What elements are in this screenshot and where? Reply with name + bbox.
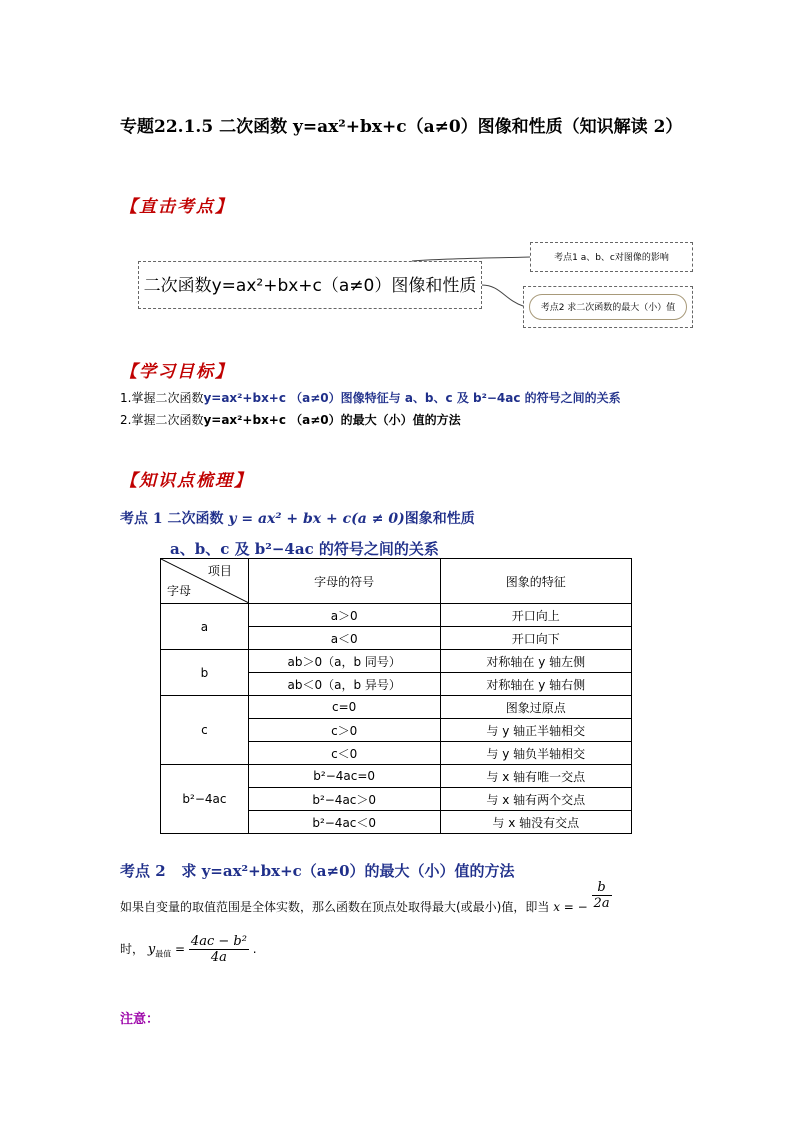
sign-cell: c=0 (248, 696, 440, 719)
table-row (161, 696, 632, 719)
mindmap-node-1: 考点1 a、b、c对图像的影响 (530, 242, 693, 272)
mindmap-node-2 (523, 286, 693, 328)
point-2-label: 考点 2 (120, 862, 166, 880)
note-label: 注意： (120, 1012, 160, 1027)
x-equals: x = − (553, 900, 588, 914)
feature-cell: 开口向上 (440, 604, 632, 627)
fraction-b-2a (592, 880, 612, 911)
feature-cell: 对称轴在 y 轴左侧 (440, 650, 632, 673)
period: . (252, 942, 257, 956)
frac1-den: 2a (593, 896, 610, 911)
frac2-num: 4ac − b² (190, 934, 247, 949)
feature-cell: 与 y 轴负半轴相交 (440, 742, 632, 765)
feature-cell: 与 y 轴正半轴相交 (440, 719, 632, 742)
goal-2 (120, 411, 461, 428)
goal-1-prefix: 1.掌握二次函数 (120, 391, 204, 405)
line2-prefix: 时， (120, 942, 145, 956)
point-2-heading (120, 860, 515, 881)
feature-cell: 对称轴在 y 轴右侧 (440, 673, 632, 696)
feature-cell: 与 x 轴没有交点 (440, 811, 632, 834)
feature-cell: 与 x 轴有唯一交点 (440, 765, 632, 788)
exam-points-header: 【直击考点】 (120, 197, 234, 217)
goals-header: 【学习目标】 (120, 362, 234, 382)
table-row (161, 650, 632, 673)
point-2-text: 求 y=ax²+bx+c（a≠0）的最大（小）值的方法 (181, 862, 515, 880)
goal-2-prefix: 2.掌握二次函数 (120, 413, 204, 427)
goal-2-bold: y=ax²+bx+c （a≠0） (203, 413, 341, 427)
sign-cell: a＜0 (248, 627, 440, 650)
page-title: 专题22.1.5 二次函数 y=ax²+bx+c（a≠0）图像和性质（知识解读 2） (120, 117, 683, 137)
sign-cell: b²−4ac＞0 (248, 788, 440, 811)
header-letter: 字母 (167, 584, 192, 598)
feature-cell: 图象过原点 (440, 696, 632, 719)
frac1-num: b (592, 880, 612, 896)
diag-header-cell (161, 559, 249, 604)
table-header-row (161, 559, 632, 604)
connector-node2 (482, 285, 523, 306)
sign-cell: b²−4ac=0 (248, 765, 440, 788)
letter-cell: b²−4ac (161, 765, 249, 834)
point-1-heading (120, 508, 475, 528)
goal-2-suffix: 的最大（小）值的方法 (340, 413, 461, 427)
point-2-line2 (120, 934, 257, 965)
feature-cell: 开口向下 (440, 627, 632, 650)
header-feature: 图象的特征 (440, 559, 632, 604)
header-item: 项目 (207, 564, 232, 578)
letter-cell: c (161, 696, 249, 765)
point-2-para: 如果自变量的取值范围是全体实数，那么函数在顶点处取得最大(或最小)值，即当 (120, 900, 550, 914)
y-subscript: 最值 (155, 949, 172, 959)
mindmap-main-node: 二次函数y=ax²+bx+c（a≠0）图像和性质 (138, 261, 482, 309)
y-label: y (147, 942, 156, 957)
sign-cell: c＜0 (248, 742, 440, 765)
fraction-vertex-value (189, 934, 249, 965)
sign-cell: ab＞0（a，b 同号） (248, 650, 440, 673)
mindmap-node-2-label: 考点2 求二次函数的最大（小）值 (529, 294, 687, 320)
letter-cell: b (161, 650, 249, 696)
knowledge-header: 【知识点梳理】 (120, 471, 253, 491)
sign-cell: b²−4ac＜0 (248, 811, 440, 834)
header-sign: 字母的符号 (248, 559, 440, 604)
sign-cell: c＞0 (248, 719, 440, 742)
point-1-label: 考点 1 二次函数 (120, 511, 224, 527)
letter-cell: a (161, 604, 249, 650)
table-row (161, 765, 632, 788)
sign-feature-table (160, 558, 632, 834)
point-1-suffix: 图象和性质 (404, 511, 475, 527)
sign-cell: a＞0 (248, 604, 440, 627)
feature-cell: 与 x 轴有两个交点 (440, 788, 632, 811)
mindmap-connectors (0, 0, 794, 400)
table-row (161, 604, 632, 627)
point-1-formula: y = ax² + bx + c(a ≠ 0) (228, 511, 405, 527)
goal-1-bold: y=ax²+bx+c （a≠0）图像特征与 a、b、c 及 b²−4ac 的符号之间的关系 (203, 391, 621, 405)
sign-cell: ab＜0（a，b 异号） (248, 673, 440, 696)
point-2-paragraph (120, 880, 680, 914)
frac2-den: 4a (210, 950, 227, 965)
goal-1 (120, 389, 621, 406)
point-1-subtitle: a、b、c 及 b²−4ac 的符号之间的关系 (170, 540, 439, 558)
equals-sign: = (175, 942, 186, 956)
